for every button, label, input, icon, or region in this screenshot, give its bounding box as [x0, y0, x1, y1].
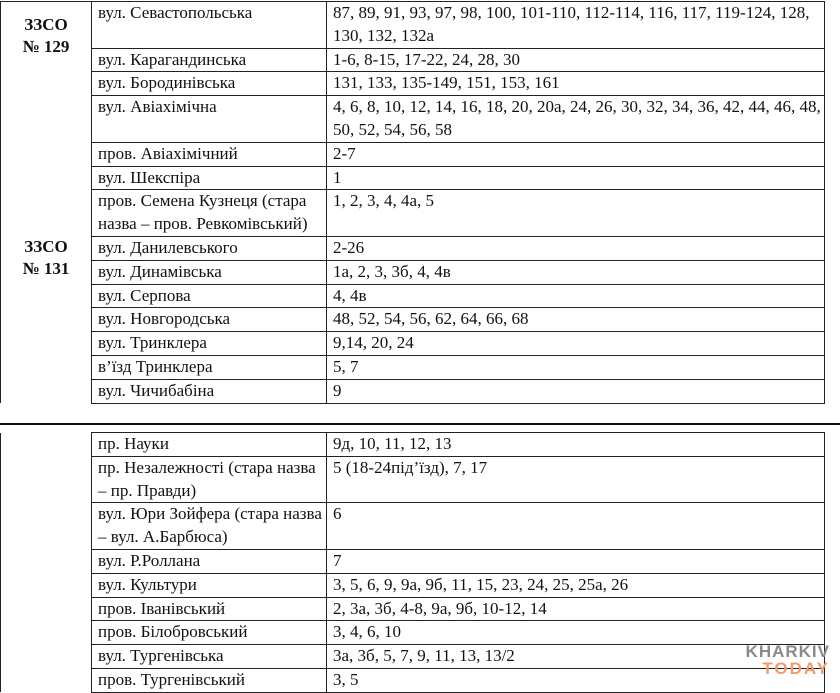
table-row — [1, 503, 825, 550]
table-row — [1, 332, 825, 356]
houses-cell: 87, 89, 91, 93, 97, 98, 100, 101-110, 112-114, 116, 117, 119-124, 128, 130, 132, 132а — [327, 2, 825, 49]
kharkiv-today-logo — [746, 643, 830, 677]
table-row — [1, 355, 825, 379]
houses-cell: 3, 5 — [327, 668, 825, 692]
logo-line2: TODAY — [762, 659, 830, 678]
table-row — [1, 573, 825, 597]
table-row — [1, 456, 825, 503]
houses-cell: 6 — [327, 503, 825, 550]
houses-cell: 1 — [327, 166, 825, 190]
street-cell: в’їзд Тринклера — [92, 355, 327, 379]
table-row — [1, 645, 825, 669]
table-row — [1, 72, 825, 96]
houses-cell: 9,14, 20, 24 — [327, 332, 825, 356]
houses-cell: 2-7 — [327, 142, 825, 166]
houses-cell: 5 (18-24під’їзд), 7, 17 — [327, 456, 825, 503]
table-row — [1, 549, 825, 573]
school-type-label: ЗЗСО — [24, 15, 68, 34]
street-cell: вул. Серпова — [92, 284, 327, 308]
table-row — [1, 668, 825, 692]
table-row — [1, 379, 825, 403]
houses-cell: 7 — [327, 549, 825, 573]
table-row — [1, 190, 825, 237]
table-row — [1, 621, 825, 645]
houses-cell: 1а, 2, 3, 3б, 4, 4в — [327, 260, 825, 284]
street-cell: вул. Тринклера — [92, 332, 327, 356]
houses-cell: 4, 4в — [327, 284, 825, 308]
table-row — [1, 260, 825, 284]
street-cell: пров. Тургенівський — [92, 668, 327, 692]
houses-cell: 3, 4, 6, 10 — [327, 621, 825, 645]
street-cell: пр. Науки — [92, 433, 327, 457]
street-cell: вул. Бородинівська — [92, 72, 327, 96]
houses-cell: 5, 7 — [327, 355, 825, 379]
street-cell: вул. Р.Роллана — [92, 549, 327, 573]
street-cell: пров. Іванівський — [92, 597, 327, 621]
table-row — [1, 142, 825, 166]
schools-table-bottom — [0, 432, 825, 693]
street-cell: вул. Данилевського — [92, 236, 327, 260]
houses-cell: 9 — [327, 379, 825, 403]
houses-cell: 4, 6, 8, 10, 12, 14, 16, 18, 20, 20а, 24, 26, 30, 32, 34, 36, 42, 44, 46, 48, 50, 52, 54, 56, 58 — [327, 96, 825, 143]
houses-cell: 2-26 — [327, 236, 825, 260]
street-cell: пр. Незалежності (стара назва – пр. Правди) — [92, 456, 327, 503]
street-cell: пров. Семена Кузнеця (стара назва – пров. Ревкомівський) — [92, 190, 327, 237]
houses-cell: 9д, 10, 11, 12, 13 — [327, 433, 825, 457]
table-divider — [0, 423, 840, 425]
houses-cell: 3, 5, 6, 9, 9а, 9б, 11, 15, 23, 24, 25, 25а, 26 — [327, 573, 825, 597]
street-cell: вул. Авіахімічна — [92, 96, 327, 143]
table-row — [1, 48, 825, 72]
table-row — [1, 96, 825, 143]
street-cell: пров. Білобровський — [92, 621, 327, 645]
street-cell: вул. Тургенівська — [92, 645, 327, 669]
school-cell — [1, 2, 92, 237]
street-cell: пров. Авіахімічний — [92, 142, 327, 166]
school-cell — [1, 236, 92, 403]
street-cell: вул. Севастопольська — [92, 2, 327, 49]
houses-cell: 48, 52, 54, 56, 62, 64, 66, 68 — [327, 308, 825, 332]
street-cell: вул. Динамівська — [92, 260, 327, 284]
street-cell: вул. Новгородська — [92, 308, 327, 332]
table-row — [1, 166, 825, 190]
table-row — [1, 2, 825, 49]
table-row — [1, 597, 825, 621]
school-type-label: ЗЗСО — [24, 237, 68, 257]
schools-table-top — [0, 1, 825, 404]
houses-cell: 131, 133, 135-149, 151, 153, 161 — [327, 72, 825, 96]
street-cell: вул. Культури — [92, 573, 327, 597]
street-cell: вул. Юри Зойфера (стара назва – вул. А.Барбюса) — [92, 503, 327, 550]
table-row — [1, 284, 825, 308]
street-cell: вул. Шекспіра — [92, 166, 327, 190]
table-row — [1, 433, 825, 457]
houses-cell: 1-6, 8-15, 17-22, 24, 28, 30 — [327, 48, 825, 72]
school-number-label: № 131 — [22, 259, 70, 279]
street-cell: вул. Чичибабіна — [92, 379, 327, 403]
table-row — [1, 236, 825, 260]
street-cell: вул. Карагандинська — [92, 48, 327, 72]
table-row — [1, 308, 825, 332]
houses-cell: 2, 3а, 3б, 4-8, 9а, 9б, 10-12, 14 — [327, 597, 825, 621]
school-number-label: № 129 — [22, 37, 70, 56]
logo-line1: KHARKIV — [745, 642, 830, 661]
houses-cell: 3а, 3б, 5, 7, 9, 11, 13, 13/2 — [327, 645, 825, 669]
school-cell-empty — [1, 433, 92, 693]
houses-cell: 1, 2, 3, 4, 4а, 5 — [327, 190, 825, 237]
